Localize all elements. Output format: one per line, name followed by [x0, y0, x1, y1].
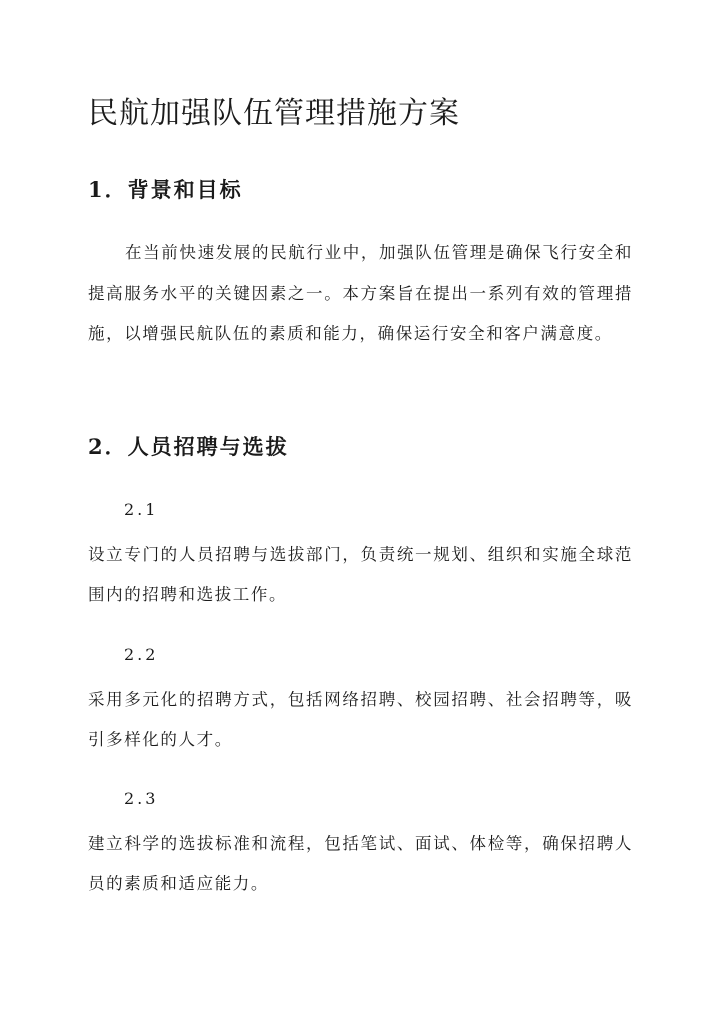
subsection-text-2-1: 设立专门的人员招聘与选拔部门，负责统一规划、组织和实施全球范围内的招聘和选拔工作。 — [88, 545, 633, 604]
subsection-number-2-3: 2.3 — [124, 789, 159, 808]
background-paragraph: 在当前快速发展的民航行业中，加强队伍管理是确保飞行安全和提高服务水平的关键因素之一。本方案旨在提出一系列有效的管理措施，以增强民航队伍的素质和能力，确保运行安全和客户满意度。 — [88, 243, 633, 343]
subsection-text-2-2: 采用多元化的招聘方式，包括网络招聘、校园招聘、社会招聘等，吸引多样化的人才。 — [88, 690, 633, 749]
document-title: 民航加强队伍管理措施方案 — [88, 96, 460, 131]
section-heading-background: 1．背景和目标 — [88, 177, 243, 202]
subsection-number-2-2: 2.2 — [124, 645, 159, 664]
subsection-number-2-1: 2.1 — [124, 500, 159, 519]
section-heading-recruitment: 2．人员招聘与选拔 — [88, 434, 289, 459]
subsection-text-2-3: 建立科学的选拔标准和流程，包括笔试、面试、体检等，确保招聘人员的素质和适应能力。 — [88, 834, 633, 893]
